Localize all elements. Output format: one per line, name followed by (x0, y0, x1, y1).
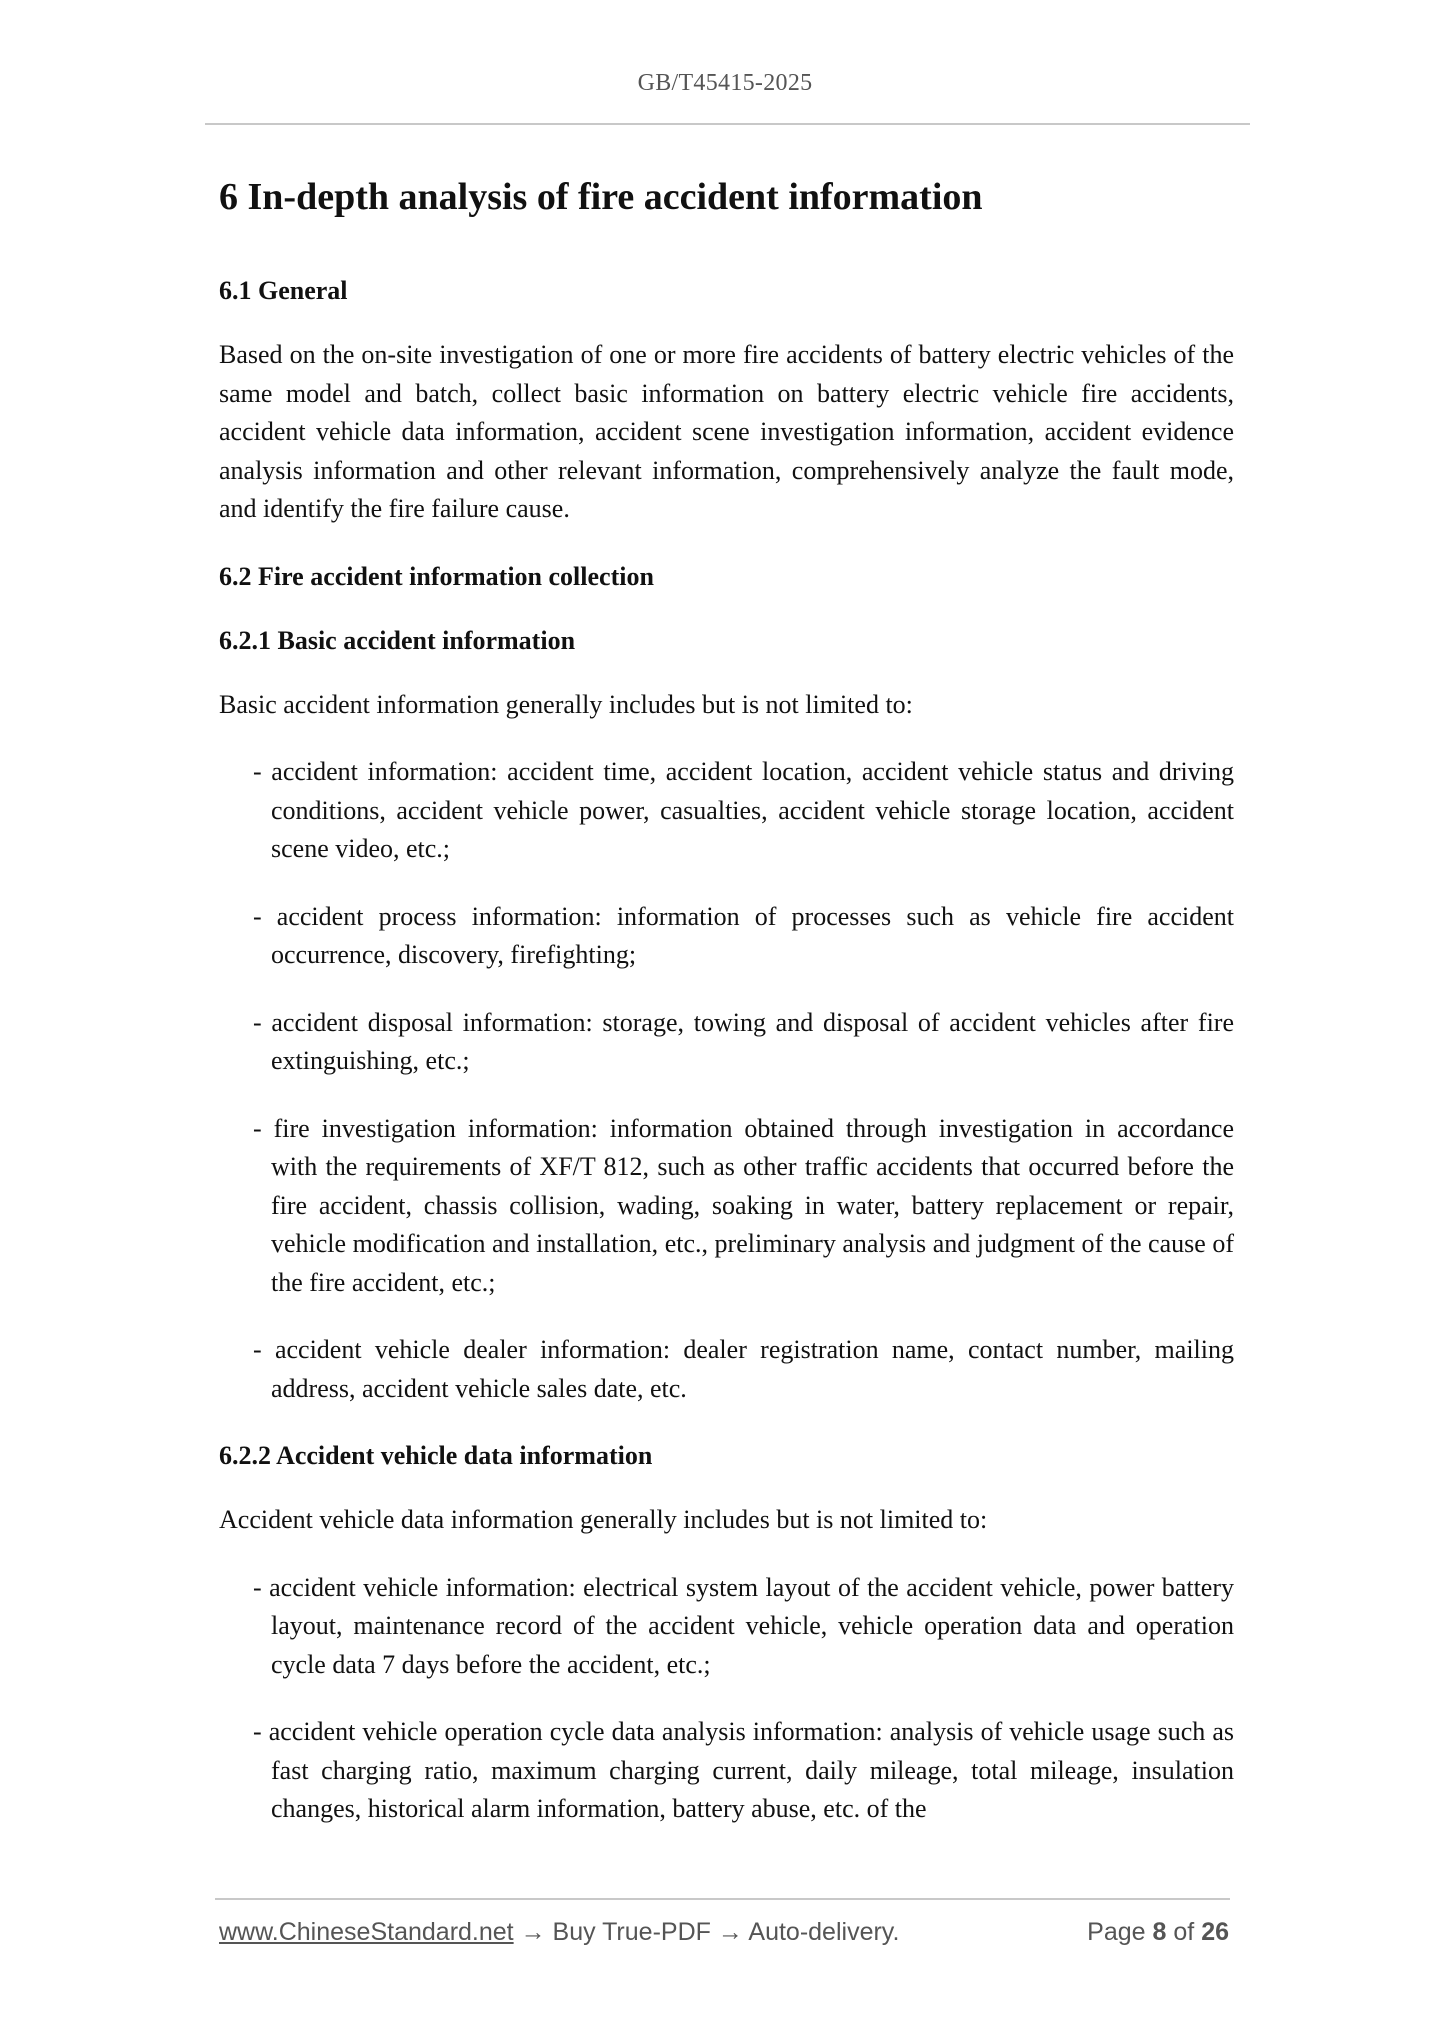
site-link[interactable]: www.ChineseStandard.net (219, 1918, 514, 1946)
header-divider (205, 123, 1250, 125)
list-item: - accident vehicle dealer information: dealer registration name, contact number, mailing address, accident vehicle sales date, etc. (253, 1335, 1234, 1403)
footer-promo (219, 1918, 899, 1947)
subsection-heading-collection: 6.2 Fire accident information collection (219, 561, 654, 591)
list-item: - accident vehicle operation cycle data analysis information: analysis of vehicle usage such as fast charging ratio, maximum charging current, daily mileage, total mileage, insulation changes, historical alarm information, battery abuse, etc. of the (253, 1717, 1234, 1823)
subsubsection-heading-vehicle-data: 6.2.2 Accident vehicle data information (219, 1441, 653, 1470)
document-number: GB/T45415-2025 (637, 70, 813, 96)
page-of-label: of (1173, 1918, 1195, 1946)
page-total: 26 (1201, 1918, 1229, 1946)
basic-intro: Basic accident information generally includes but is not limited to: (219, 689, 913, 719)
list-item: - fire investigation information: information obtained through investigation in accordance with the requirements of XF/T 812, such as other traffic accidents that occurred before the fire accident, chassis collision, wading, soaking in water, battery replacement or repair, vehicle modification and installation, etc., preliminary analysis and judgment of the cause of the fire accident, etc.; (253, 1113, 1234, 1297)
general-paragraph: Based on the on-site investigation of one or more fire accidents of battery electric vehicles of the same model and batch, collect basic information on battery electric vehicle fire accidents, accident vehicle data information, accident scene investigation information, accident evidence analysis information and other relevant information, comprehensively analyze the fault mode, and identify the fire failure cause. (219, 340, 1234, 523)
page-indicator (1087, 1918, 1229, 1947)
footer-divider (215, 1898, 1230, 1900)
subsection-heading-general: 6.1 General (219, 276, 348, 305)
list-item: - accident information: accident time, accident location, accident vehicle status and driving conditions, accident vehicle power, casualties, accident vehicle storage location, accident scene video, etc.; (253, 757, 1234, 863)
page-content (219, 168, 1234, 1858)
list-item: - accident process information: information of processes such as vehicle fire accident occurrence, discovery, firefighting; (253, 901, 1234, 969)
list-item: - accident vehicle information: electrical system layout of the accident vehicle, power battery layout, maintenance record of the accident vehicle, vehicle operation data and operation cycle data 7 days before the accident, etc.; (253, 1572, 1234, 1679)
list-item: - accident disposal information: storage, towing and disposal of accident vehicles after fire extinguishing, etc.; (253, 1007, 1234, 1075)
section-title: 6 In-depth analysis of fire accident information (219, 176, 983, 218)
document-header (205, 70, 1245, 97)
page-current: 8 (1152, 1918, 1167, 1946)
page-label: Page (1087, 1918, 1146, 1946)
promo-text: → Buy True-PDF → Auto-delivery. (513, 1918, 900, 1946)
vehicle-data-intro: Accident vehicle data information generally includes but is not limited to: (219, 1505, 988, 1534)
subsubsection-heading-basic: 6.2.1 Basic accident information (219, 625, 576, 655)
